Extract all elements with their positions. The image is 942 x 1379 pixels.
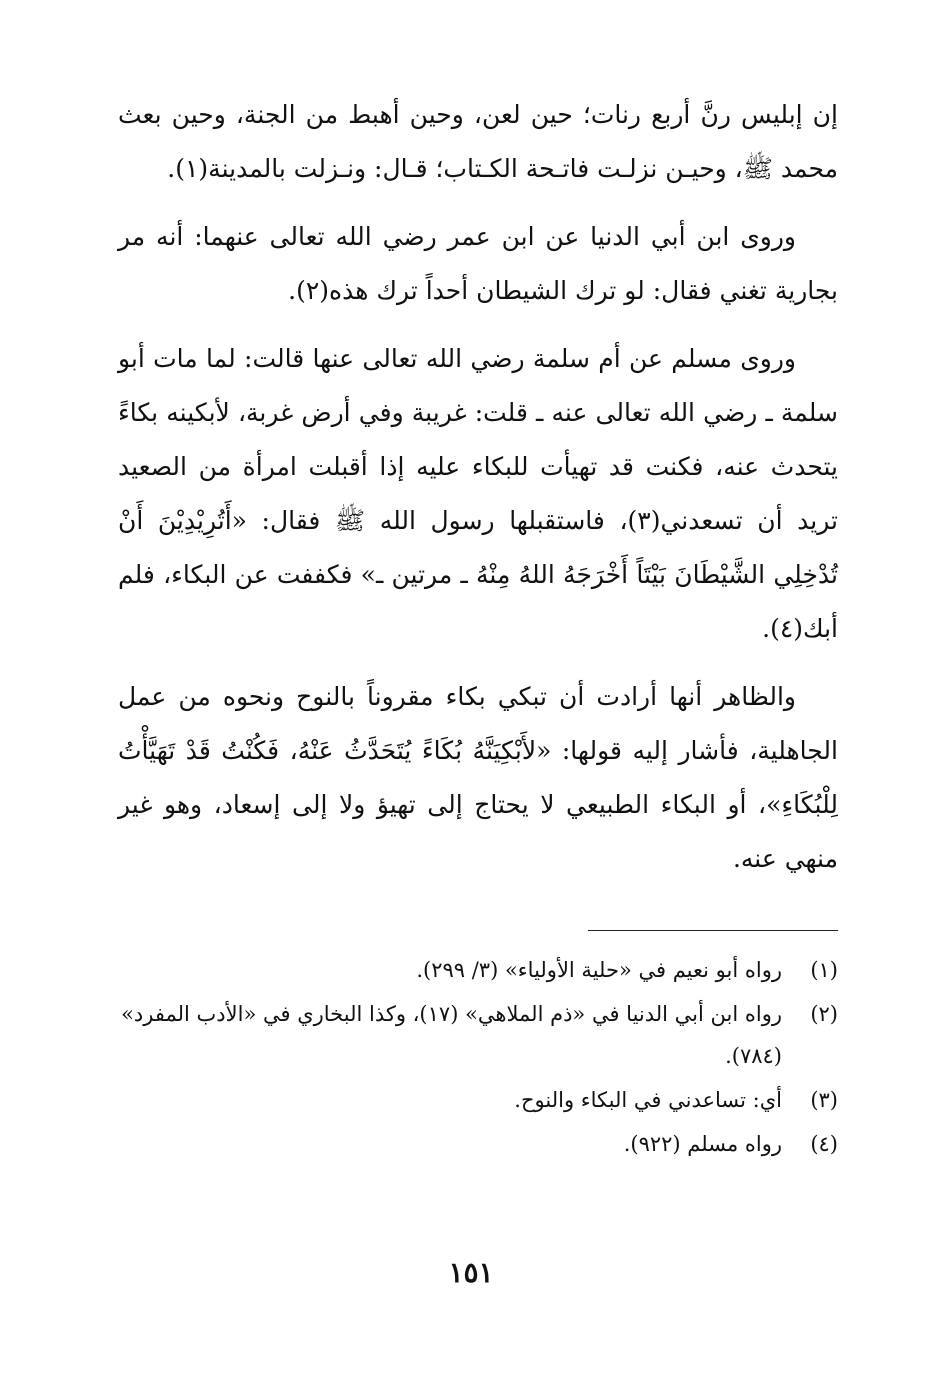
- footnotes: [118, 949, 838, 1165]
- footnote-item: [118, 1079, 838, 1121]
- footnote-text: أي: تساعدني في البكاء والنوح.: [514, 1088, 782, 1112]
- document-page: [118, 88, 838, 1167]
- footnote-number: (٢): [810, 1002, 838, 1026]
- page-number: ١٥١: [448, 1256, 494, 1289]
- paragraph-4: والظاهر أنها أرادت أن تبكي بكاء مقروناً بالنوح ونحوه من عمل الجاهلية، فأشار إليه قولها: «لأَبْكِيَنَّهُ بُكَاءً يُتَحَدَّثُ عَنْهُ، فَكُنْتُ قَدْ تَهَيَّأْتُ لِلْبُكَاءِ»، أو البكاء الطبيعي لا يحتاج إلى تهيؤ ولا إلى إسعاد، وهو غير منهي عنه.: [118, 682, 838, 873]
- footnote-number: (١): [810, 958, 838, 982]
- footnote-item: [118, 1123, 838, 1165]
- footnote-text: رواه مسلم (٩٢٢).: [623, 1132, 782, 1156]
- footnote-text: رواه ابن أبي الدنيا في «ذم الملاهي» (١٧)، وكذا البخاري في «الأدب المفرد» (٧٨٤).: [121, 1002, 782, 1068]
- footnote-item: [118, 949, 838, 991]
- paragraph-1: إن إبليس رنَّ أربع رنات؛ حين لعن، وحين أهبط من الجنة، وحين بعث محمد ﷺ، وحيـن نزلـت فاتـحة الكـتاب؛ قـال: ونـزلت بالمدينة(١).: [118, 100, 838, 183]
- main-text: [118, 88, 838, 886]
- paragraph-3: وروى مسلم عن أم سلمة رضي الله تعالى عنها قالت: لما مات أبو سلمة ـ رضي الله تعالى عنه ـ قلت: غريبة وفي أرض غربة، لأبكينه بكاءً يتحدث عنه، فكنت قد تهيأت للبكاء عليه إذا أقبلت امرأة من الصعيد تريد أن تسعدني(٣)، فاستقبلها رسول الله ﷺ فقال: «أَتُرِيْدِيْنَ أَنْ تُدْخِلِي الشَّيْطَانَ بَيْتَاً أَخْرَجَهُ اللهُ مِنْهُ ـ مرتين ـ» فكففت عن البكاء، فلم أبك(٤).: [118, 344, 838, 643]
- footnote-text: رواه أبو نعيم في «حلية الأولياء» (٣/ ٢٩٩).: [416, 958, 782, 982]
- paragraph-2: وروى ابن أبي الدنيا عن ابن عمر رضي الله تعالى عنهما: أنه مر بجارية تغني فقال: لو ترك الشيطان أحداً ترك هذه(٢).: [118, 222, 838, 305]
- footnote-divider: [588, 930, 838, 931]
- footnote-number: (٣): [810, 1088, 838, 1112]
- footnote-item: [118, 993, 838, 1077]
- footnote-number: (٤): [810, 1132, 838, 1156]
